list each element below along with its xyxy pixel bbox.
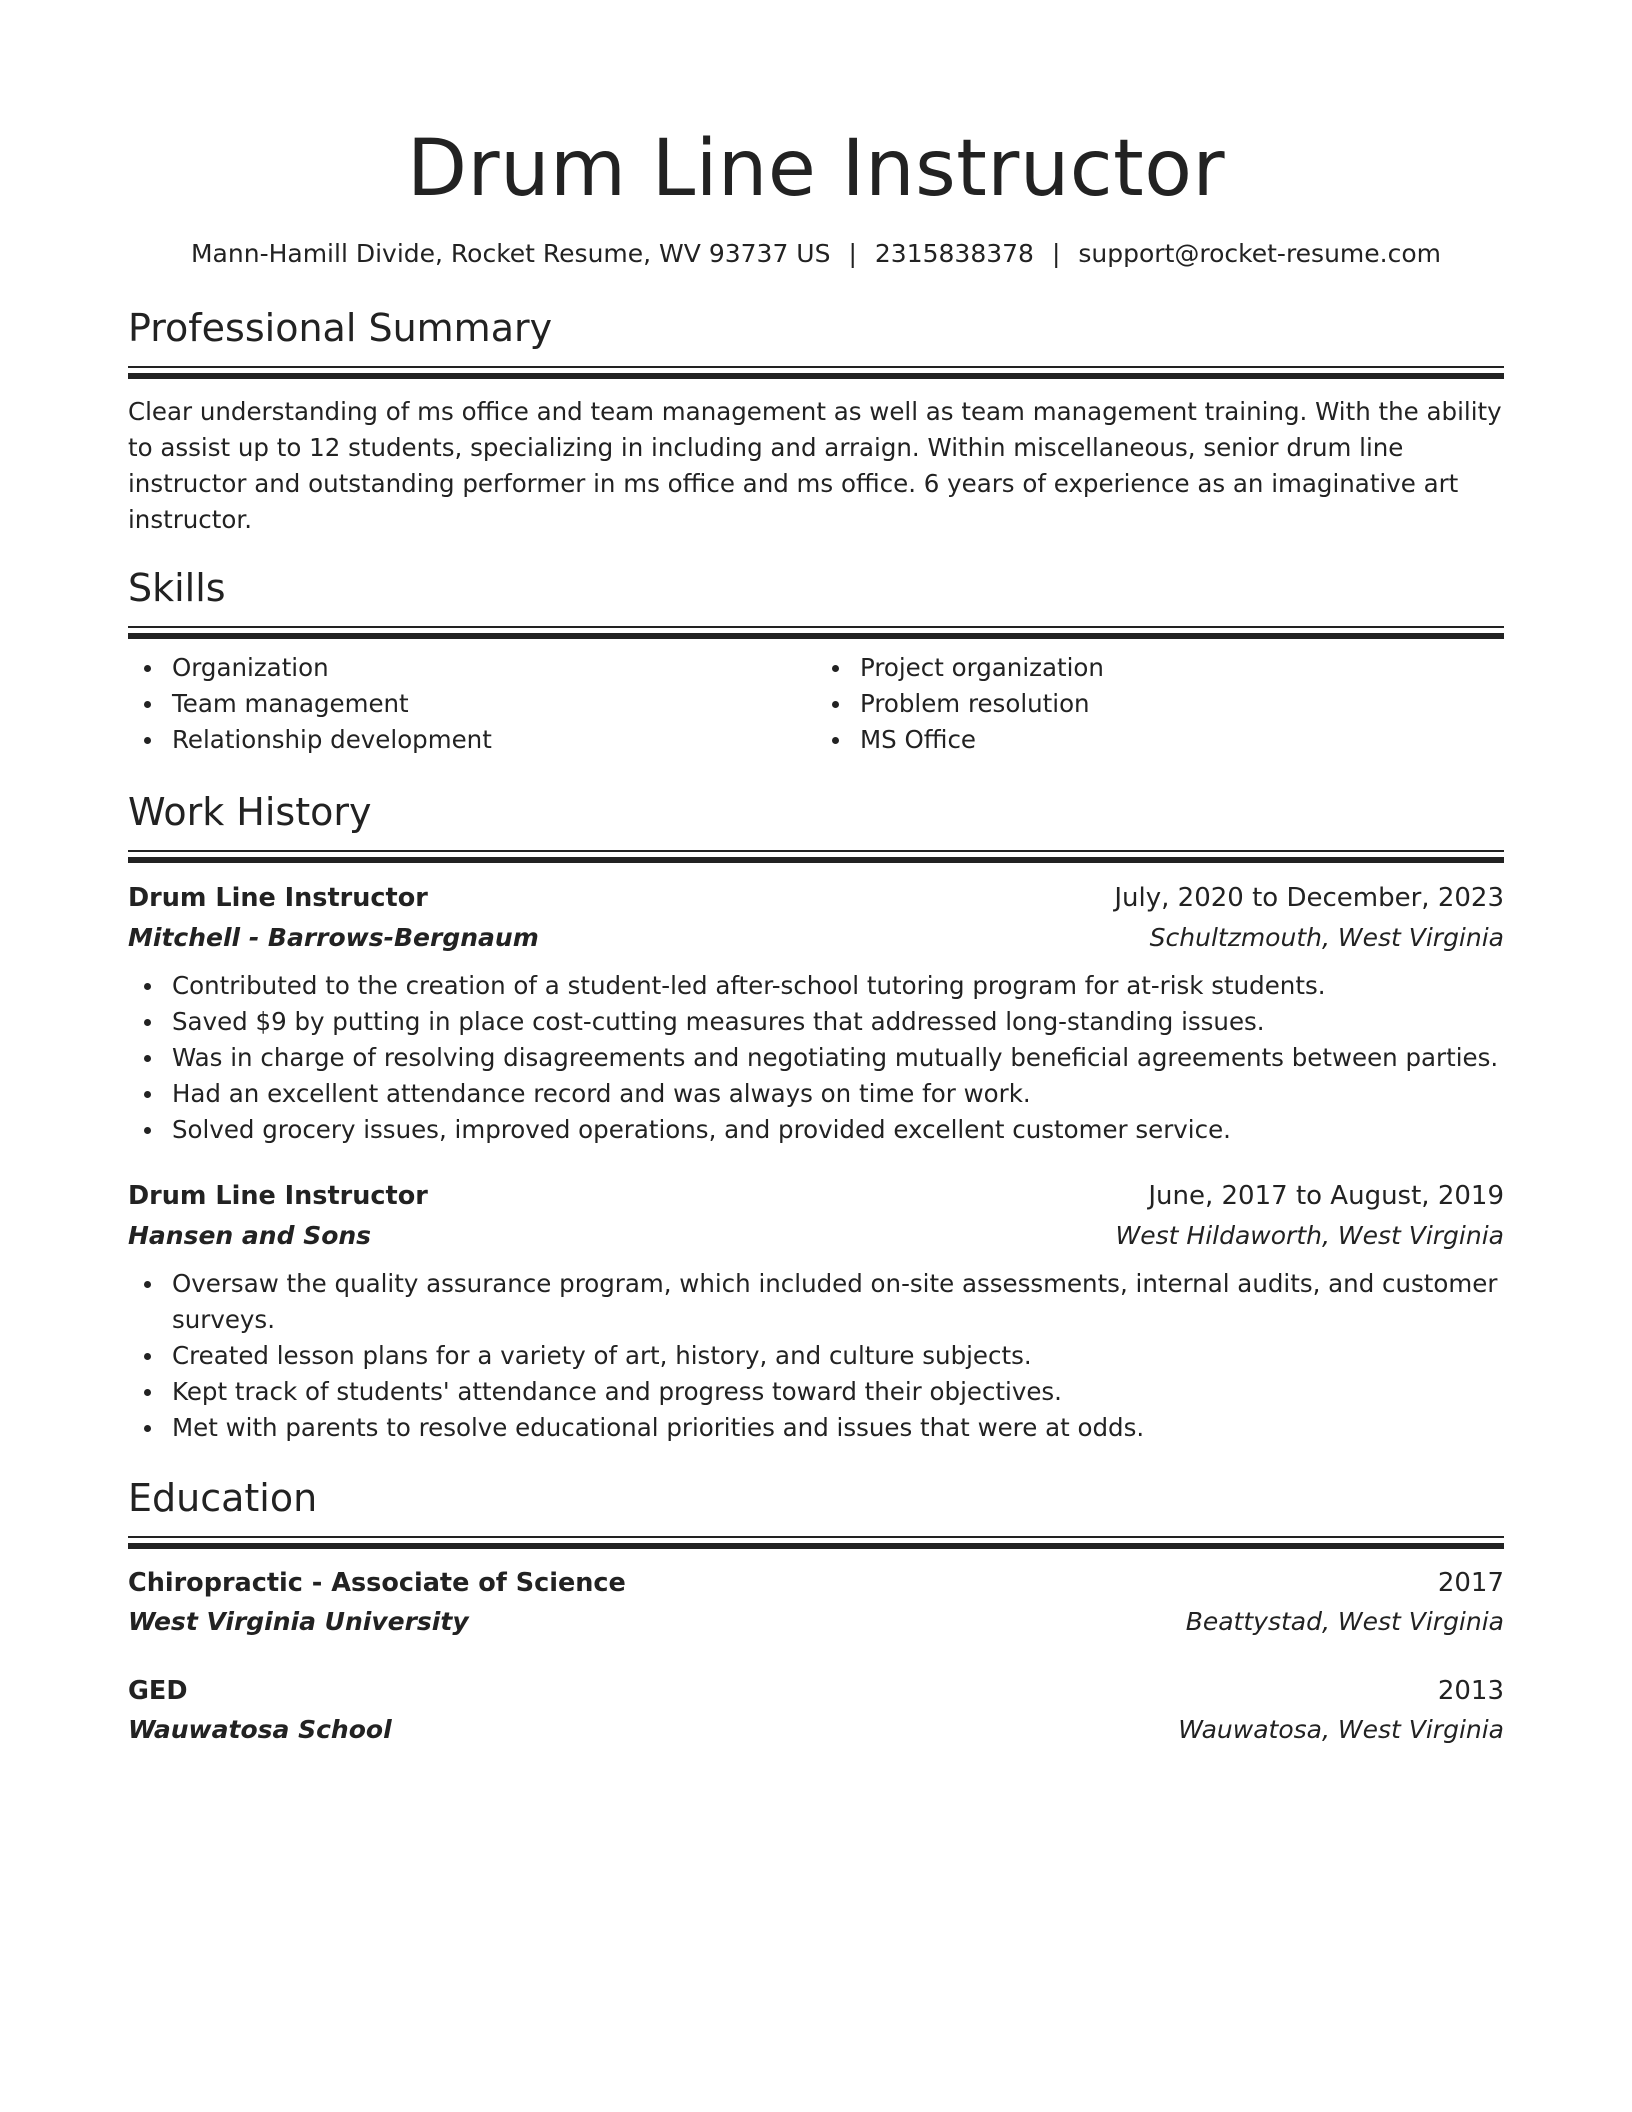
- work-history-section: [128, 788, 1504, 1446]
- job-bullets: [128, 1266, 1504, 1446]
- skill-item: Relationship development: [172, 722, 816, 758]
- job-employer-row: [128, 918, 1504, 958]
- education-section: [128, 1474, 1504, 1750]
- skill-item: Team management: [172, 686, 816, 722]
- education-entry: [128, 1672, 1504, 1750]
- job-employer-row: [128, 1216, 1504, 1256]
- job-bullet: Had an excellent attendance record and was always on time for work.: [172, 1076, 1504, 1112]
- job-bullet: Contributed to the creation of a student-led after-school tutoring program for at-risk students.: [172, 968, 1504, 1004]
- job-bullet: Kept track of students' attendance and progress toward their objectives.: [172, 1374, 1504, 1410]
- contact-separator: |: [848, 239, 857, 268]
- education-school: West Virginia University: [128, 1607, 469, 1636]
- summary-section: [128, 304, 1504, 538]
- contact-separator: |: [1051, 239, 1061, 268]
- education-school-row: [128, 1602, 1504, 1642]
- job-entry: [128, 1176, 1504, 1446]
- section-title-work-history: Work History: [128, 790, 372, 834]
- job-title: Drum Line Instructor: [128, 883, 428, 913]
- job-bullet: Was in charge of resolving disagreements and negotiating mutually beneficial agreements between parties.: [172, 1040, 1504, 1076]
- education-year: 2017: [1437, 1568, 1504, 1598]
- section-title-education: Education: [128, 1476, 318, 1520]
- education-degree: Chiropractic - Associate of Science: [128, 1568, 626, 1598]
- job-employer: Mitchell - Barrows-Bergnaum: [128, 923, 539, 952]
- skills-grid: [128, 650, 1504, 758]
- contact-address: Mann-Hamill Divide, Rocket Resume, WV 93737 US: [190, 239, 831, 268]
- section-divider: [128, 1536, 1504, 1548]
- job-employer: Hansen and Sons: [128, 1221, 372, 1250]
- education-header-row: [128, 1672, 1504, 1710]
- education-header-row: [128, 1564, 1504, 1602]
- summary-text: Clear understanding of ms office and team management as well as team management training. With the ability to assist up to 12 students, specializing in including and arraign. Within miscellaneous, senior drum line instructor and outstanding performer in ms office and ms office. 6 years of experience as an imaginative art instructor.: [128, 397, 1502, 534]
- skills-section: [128, 564, 1504, 758]
- job-entry: [128, 878, 1504, 1148]
- skill-item: Project organization: [860, 650, 1504, 686]
- job-bullet: Solved grocery issues, improved operations, and provided excellent customer service.: [172, 1112, 1504, 1148]
- job-dates: June, 2017 to August, 2019: [1148, 1181, 1504, 1211]
- contact-email: support@rocket-resume.com: [1078, 239, 1442, 268]
- skills-column-left: [128, 650, 816, 758]
- skills-column-right: [816, 650, 1504, 758]
- section-title-summary: Professional Summary: [128, 306, 553, 350]
- education-location: Beattystad, West Virginia: [1185, 1607, 1504, 1636]
- education-year: 2013: [1437, 1676, 1504, 1706]
- job-header-row: [128, 1176, 1504, 1216]
- contact-line: [128, 236, 1504, 272]
- job-header-row: [128, 878, 1504, 918]
- job-dates: July, 2020 to December, 2023: [1114, 883, 1504, 913]
- section-divider: [128, 850, 1504, 862]
- section-title-skills: Skills: [128, 566, 226, 610]
- job-location: West Hildaworth, West Virginia: [1115, 1221, 1504, 1250]
- education-entry: [128, 1564, 1504, 1642]
- skill-item: MS Office: [860, 722, 1504, 758]
- education-school-row: [128, 1710, 1504, 1750]
- skill-item: Problem resolution: [860, 686, 1504, 722]
- candidate-name: Drum Line Instructor: [406, 124, 1226, 214]
- section-divider: [128, 366, 1504, 378]
- job-location: Schultzmouth, West Virginia: [1149, 923, 1504, 952]
- job-bullets: [128, 968, 1504, 1148]
- education-location: Wauwatosa, West Virginia: [1178, 1715, 1504, 1744]
- contact-phone: 2315838378: [874, 239, 1034, 268]
- job-bullet: Oversaw the quality assurance program, which included on-site assessments, internal audits, and customer surveys.: [172, 1266, 1504, 1338]
- section-divider: [128, 626, 1504, 638]
- education-degree: GED: [128, 1676, 188, 1706]
- job-title: Drum Line Instructor: [128, 1181, 428, 1211]
- skill-item: Organization: [172, 650, 816, 686]
- job-bullet: Met with parents to resolve educational priorities and issues that were at odds.: [172, 1410, 1504, 1446]
- job-bullet: Created lesson plans for a variety of art, history, and culture subjects.: [172, 1338, 1504, 1374]
- education-school: Wauwatosa School: [128, 1715, 392, 1744]
- job-bullet: Saved $9 by putting in place cost-cutting measures that addressed long-standing issues.: [172, 1004, 1504, 1040]
